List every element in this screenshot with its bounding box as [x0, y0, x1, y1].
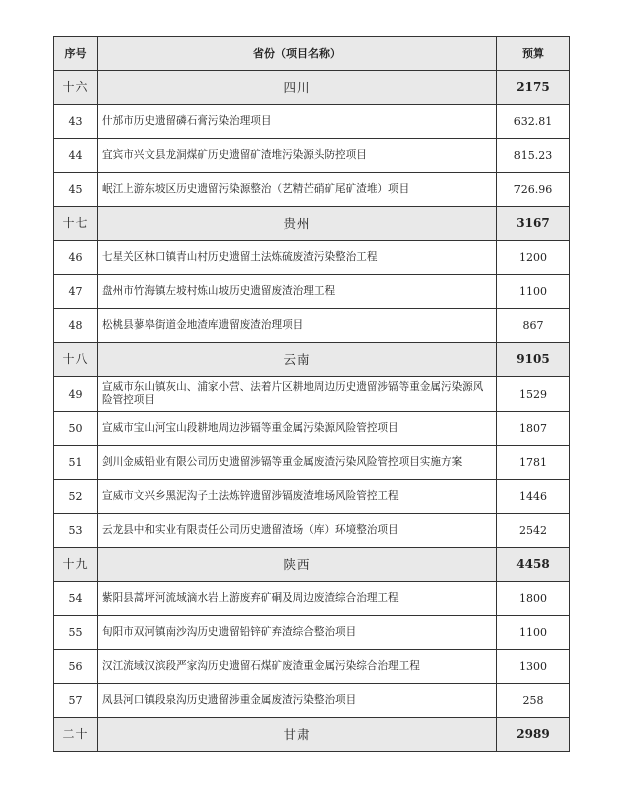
province-row: [54, 207, 570, 241]
table-row: [54, 412, 570, 446]
table-row: [54, 650, 570, 684]
row-number: 54: [54, 582, 98, 616]
province-row: [54, 343, 570, 377]
province-budget: 2989: [497, 718, 570, 752]
project-budget: 632.81: [497, 105, 570, 139]
table-row: [54, 309, 570, 343]
project-budget: 1529: [497, 377, 570, 412]
province-name: 云南: [98, 343, 497, 377]
project-budget: 726.96: [497, 173, 570, 207]
row-number: 57: [54, 684, 98, 718]
table-body: [54, 71, 570, 752]
project-budget: 1446: [497, 480, 570, 514]
row-number: 43: [54, 105, 98, 139]
province-row: [54, 71, 570, 105]
row-number: 46: [54, 241, 98, 275]
province-name: 陕西: [98, 548, 497, 582]
project-name: 凤县河口镇段泉沟历史遗留涉重金属废渣污染整治项目: [98, 684, 497, 718]
project-budget: 258: [497, 684, 570, 718]
project-name: 什邡市历史遗留磷石膏污染治理项目: [98, 105, 497, 139]
row-number: 56: [54, 650, 98, 684]
project-budget: 815.23: [497, 139, 570, 173]
project-name: 剑川金威铅业有限公司历史遗留涉镉等重金属废渣污染风险管控项目实施方案: [98, 446, 497, 480]
table-row: [54, 173, 570, 207]
project-name: 宜宾市兴文县龙洞煤矿历史遗留矿渣堆污染源头防控项目: [98, 139, 497, 173]
row-number: 51: [54, 446, 98, 480]
project-budget: 1800: [497, 582, 570, 616]
project-budget: 1781: [497, 446, 570, 480]
row-number: 十八: [54, 343, 98, 377]
project-name: 旬阳市双河镇南沙沟历史遗留铅锌矿弃渣综合整治项目: [98, 616, 497, 650]
province-name: 四川: [98, 71, 497, 105]
province-budget: 2175: [497, 71, 570, 105]
table-row: [54, 377, 570, 412]
province-budget: 3167: [497, 207, 570, 241]
table-row: [54, 139, 570, 173]
row-number: 49: [54, 377, 98, 412]
table-row: [54, 241, 570, 275]
row-number: 44: [54, 139, 98, 173]
project-name: 七星关区林口镇青山村历史遗留土法炼硫废渣污染整治工程: [98, 241, 497, 275]
province-budget: 4458: [497, 548, 570, 582]
row-number: 53: [54, 514, 98, 548]
row-number: 48: [54, 309, 98, 343]
row-number: 50: [54, 412, 98, 446]
project-budget: 1300: [497, 650, 570, 684]
row-number: 55: [54, 616, 98, 650]
table-row: [54, 275, 570, 309]
project-budget: 1100: [497, 275, 570, 309]
project-budget: 867: [497, 309, 570, 343]
project-name: 盘州市竹海镇左坡村炼山坡历史遗留废渣治理工程: [98, 275, 497, 309]
province-budget: 9105: [497, 343, 570, 377]
row-number: 十七: [54, 207, 98, 241]
row-number: 45: [54, 173, 98, 207]
table-row: [54, 446, 570, 480]
province-row: [54, 548, 570, 582]
row-number: 十九: [54, 548, 98, 582]
province-row: [54, 718, 570, 752]
project-budget: 1807: [497, 412, 570, 446]
province-name: 甘肃: [98, 718, 497, 752]
row-number: 47: [54, 275, 98, 309]
project-name: 松桃县蓼皋街道金地渣库遗留废渣治理项目: [98, 309, 497, 343]
project-budget: 2542: [497, 514, 570, 548]
header-no: 序号: [54, 37, 98, 71]
province-name: 贵州: [98, 207, 497, 241]
project-name: 汉江流域汉滨段严家沟历史遗留石煤矿废渣重金属污染综合治理工程: [98, 650, 497, 684]
table-row: [54, 480, 570, 514]
header-budget: 预算: [497, 37, 570, 71]
project-budget: 1100: [497, 616, 570, 650]
header-name: 省份（项目名称）: [98, 37, 497, 71]
project-name: 宣威市文兴乡黑泥沟子土法炼锌遗留涉镉废渣堆场风险管控工程: [98, 480, 497, 514]
table-row: [54, 582, 570, 616]
table-row: [54, 616, 570, 650]
table-row: [54, 684, 570, 718]
project-name: 云龙县中和实业有限责任公司历史遗留渣场（库）环境整治项目: [98, 514, 497, 548]
project-name: 宣威市东山镇灰山、浦家小营、法着片区耕地周边历史遗留涉镉等重金属污染源风险管控项目: [98, 377, 497, 412]
budget-table: [53, 36, 570, 752]
row-number: 52: [54, 480, 98, 514]
row-number: 十六: [54, 71, 98, 105]
project-name: 岷江上游东坡区历史遗留污染源整治（艺精芒硝矿尾矿渣堆）项目: [98, 173, 497, 207]
table-row: [54, 105, 570, 139]
table-row: [54, 514, 570, 548]
project-name: 宣威市宝山河宝山段耕地周边涉镉等重金属污染源风险管控项目: [98, 412, 497, 446]
project-name: 紫阳县蒿坪河流域滴水岩上游废弃矿硐及周边废渣综合治理工程: [98, 582, 497, 616]
row-number: 二十: [54, 718, 98, 752]
project-budget: 1200: [497, 241, 570, 275]
table-header-row: [54, 37, 570, 71]
